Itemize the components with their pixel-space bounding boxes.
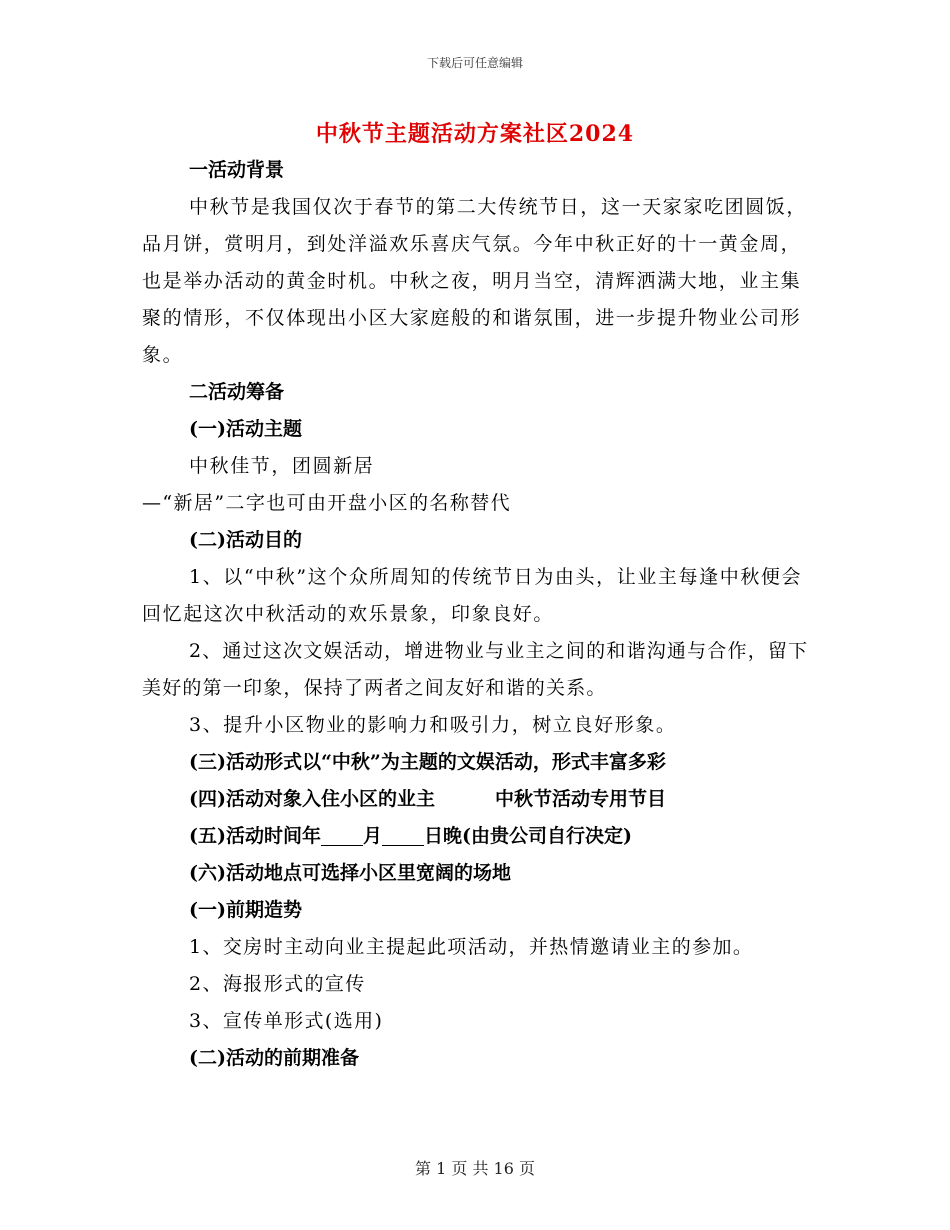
theme-note: —“新居”二字也可由开盘小区的名称替代 bbox=[142, 492, 512, 514]
time-prefix: (五)活动时间年 bbox=[189, 825, 321, 847]
goal-item-1: 1、以“中秋”这个众所周知的传统节日为由头，让业主每逢中秋便会回忆起这次中秋活动的欢乐景象，印象良好。 bbox=[142, 566, 803, 625]
month-blank bbox=[321, 823, 363, 846]
theme-text: 中秋佳节，团圆新居 bbox=[189, 455, 375, 477]
background-paragraph: 中秋节是我国仅次于春节的第二大传统节日，这一天家家吃团圆饭，品月饼，赏明月，到处洋溢欢乐喜庆气氛。今年中秋正好的十一黄金周，也是举办活动的黄金时机。中秋之夜，明月当空，清辉洒满大地，业主集聚的情形，不仅体现出小区大家庭般的和谐氛围，进一步提升物业公司形象。 bbox=[142, 196, 808, 366]
subheading-theme: (一)活动主题 bbox=[189, 418, 302, 440]
section-heading-preparation: 二活动筹备 bbox=[189, 381, 285, 403]
activity-form-line: (三)活动形式以“中秋”为主题的文娱活动，形式丰富多彩 bbox=[189, 751, 666, 773]
time-month: 月 bbox=[362, 825, 382, 847]
subheading-goal: (二)活动目的 bbox=[189, 529, 302, 551]
activity-place-line: (六)活动地点可选择小区里宽阔的场地 bbox=[189, 862, 511, 884]
page-number: 第 1 页 共 16 页 bbox=[415, 1159, 535, 1178]
activity-target-line: (四)活动对象入住小区的业主 bbox=[189, 788, 435, 810]
goal-item-3: 3、提升小区物业的影响力和吸引力，树立良好形象。 bbox=[189, 714, 677, 736]
day-blank bbox=[382, 823, 424, 846]
promo-item-2: 2、海报形式的宣传 bbox=[189, 973, 366, 995]
section-heading-background: 一活动背景 bbox=[189, 159, 285, 181]
program-label: 中秋节活动专用节目 bbox=[494, 788, 666, 810]
page-header-note: 下载后可任意编辑 bbox=[426, 56, 523, 70]
subheading-preparation: (二)活动的前期准备 bbox=[189, 1047, 359, 1069]
activity-time-row bbox=[142, 818, 810, 855]
promo-item-3: 3、宣传单形式(选用) bbox=[189, 1010, 384, 1032]
promo-item-1: 1、交房时主动向业主提起此项活动，并热情邀请业主的参加。 bbox=[189, 936, 754, 958]
document-body bbox=[142, 152, 810, 1077]
document-title: 中秋节主题活动方案社区2024 bbox=[315, 121, 635, 147]
activity-target-row bbox=[142, 781, 810, 818]
time-suffix: 日晚(由贵公司自行决定) bbox=[424, 825, 632, 847]
goal-item-2: 2、通过这次文娱活动，增进物业与业主之间的和谐沟通与合作，留下美好的第一印象，保持了两者之间友好和谐的关系。 bbox=[142, 640, 809, 699]
subheading-promotion: (一)前期造势 bbox=[189, 899, 302, 921]
